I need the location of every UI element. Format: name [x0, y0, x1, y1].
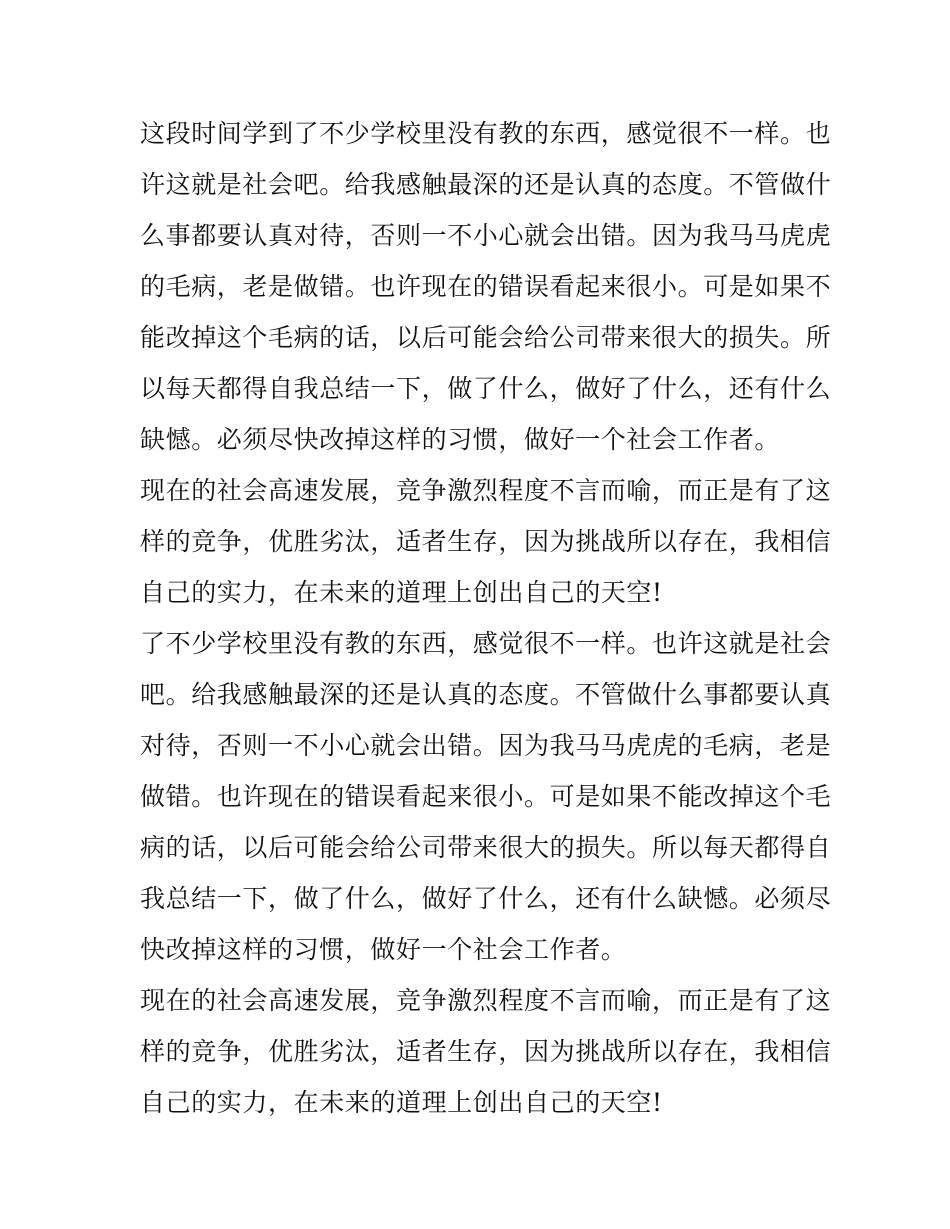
text-line: 这段时间学到了不少学校里没有教的东西，感觉很不一样。也	[140, 119, 832, 148]
paragraph-1	[140, 108, 832, 465]
text-line: 能改掉这个毛病的话，以后可能会给公司带来很大的损失。所	[140, 323, 832, 352]
paragraph-2	[140, 465, 832, 618]
paragraph-3	[140, 618, 832, 975]
text-line: 么事都要认真对待，否则一不小心就会出错。因为我马马虎虎	[140, 221, 832, 250]
text-line: 现在的社会高速发展，竞争激烈程度不言而喻，而正是有了这	[140, 476, 832, 505]
text-line: 的毛病，老是做错。也许现在的错误看起来很小。可是如果不	[140, 272, 832, 301]
text-line: 自己的实力，在未来的道理上创出自己的天空!	[140, 1088, 663, 1117]
text-line: 现在的社会高速发展，竞争激烈程度不言而喻，而正是有了这	[140, 986, 832, 1015]
text-line: 吧。给我感触最深的还是认真的态度。不管做什么事都要认真	[140, 680, 832, 709]
text-line: 样的竞争，优胜劣汰，适者生存，因为挑战所以存在，我相信	[140, 1037, 832, 1066]
text-line: 样的竞争，优胜劣汰，适者生存，因为挑战所以存在，我相信	[140, 527, 832, 556]
paragraph-4	[140, 975, 832, 1128]
text-line: 缺憾。必须尽快改掉这样的习惯，做好一个社会工作者。	[140, 425, 781, 454]
text-line: 了不少学校里没有教的东西，感觉很不一样。也许这就是社会	[140, 629, 832, 658]
text-line: 病的话，以后可能会给公司带来很大的损失。所以每天都得自	[140, 833, 832, 862]
text-line: 我总结一下，做了什么，做好了什么，还有什么缺憾。必须尽	[140, 884, 832, 913]
text-line: 自己的实力，在未来的道理上创出自己的天空!	[140, 578, 663, 607]
text-line: 许这就是社会吧。给我感触最深的还是认真的态度。不管做什	[140, 170, 832, 199]
document-body	[140, 108, 832, 1128]
text-line: 对待，否则一不小心就会出错。因为我马马虎虎的毛病，老是	[140, 731, 832, 760]
text-line: 做错。也许现在的错误看起来很小。可是如果不能改掉这个毛	[140, 782, 832, 811]
text-line: 快改掉这样的习惯，做好一个社会工作者。	[140, 935, 627, 964]
text-line: 以每天都得自我总结一下，做了什么，做好了什么，还有什么	[140, 374, 832, 403]
